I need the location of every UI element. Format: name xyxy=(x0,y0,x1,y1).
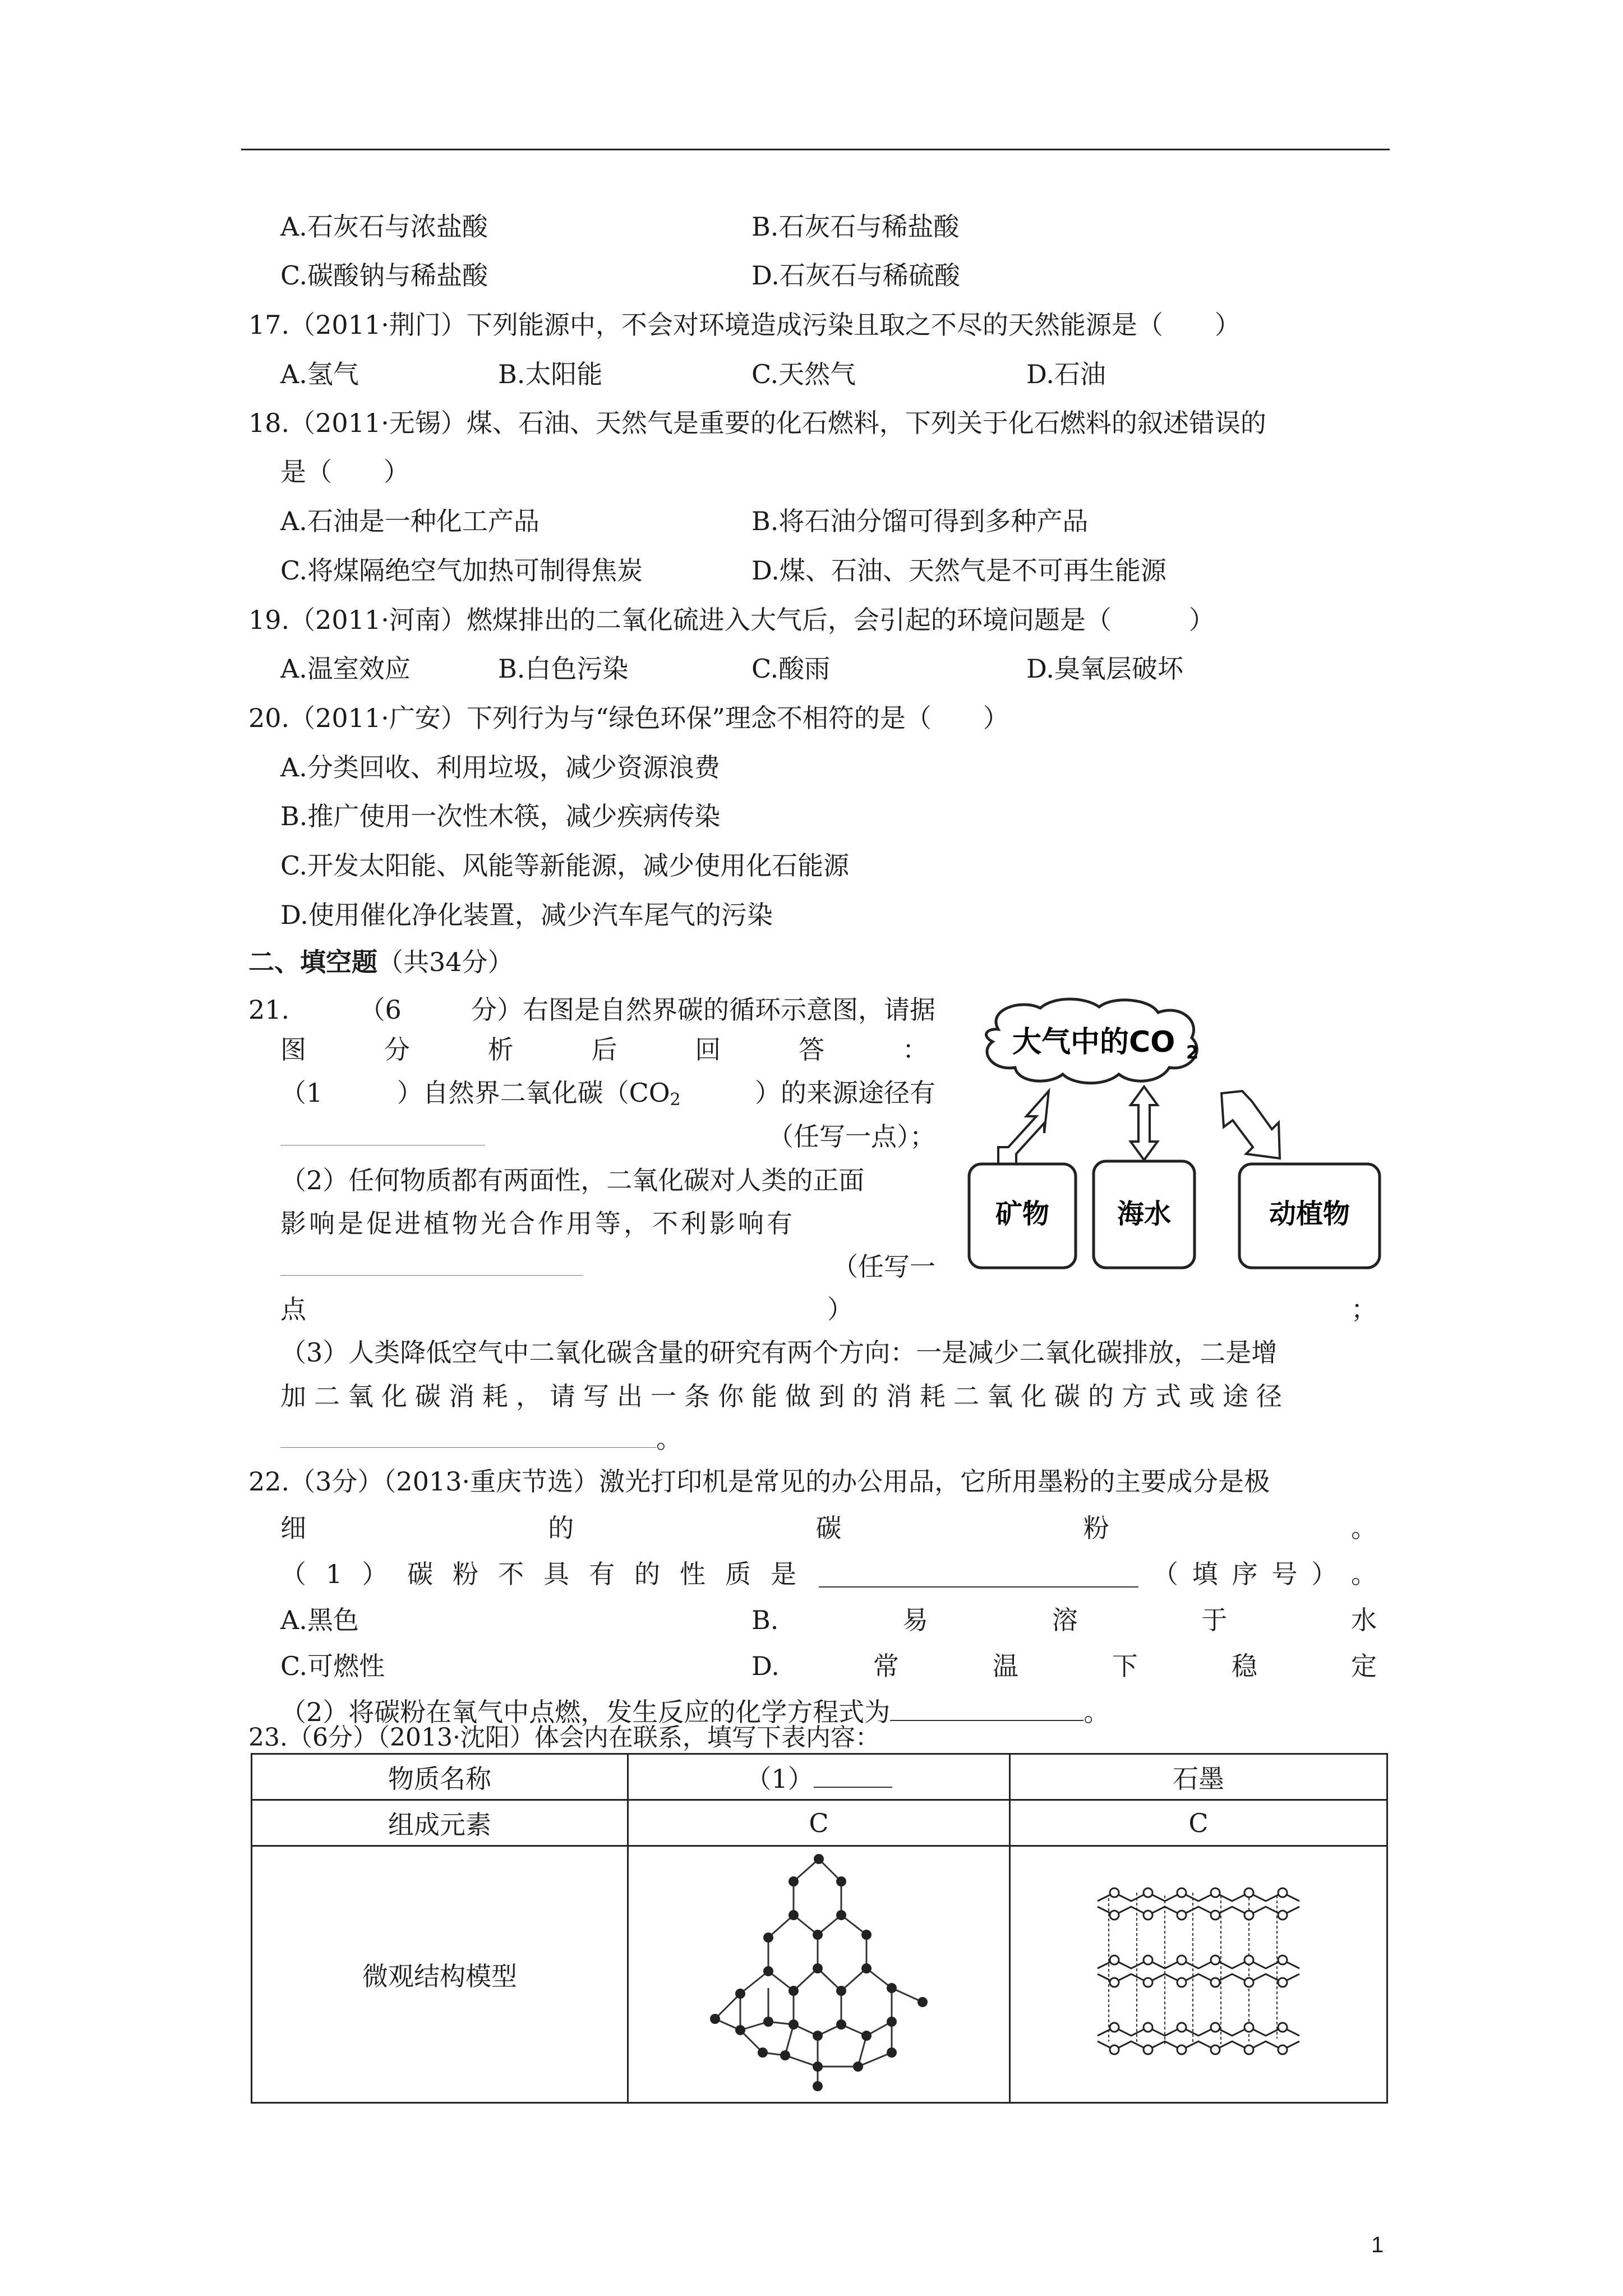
q17-stem: 17.（2011·荆门）下列能源中，不会对环境造成污染且取之不尽的天然能源是（ ） xyxy=(248,310,1241,340)
cloud-label-sub: 2 xyxy=(1186,1042,1199,1063)
q16-option-d: D.石灰石与稀硫酸 xyxy=(751,260,960,291)
q22-blank-2[interactable] xyxy=(890,1695,1083,1721)
q23-table xyxy=(251,1753,1388,2104)
q21-line3: （1 ）自然界二氧化碳（$CO_2$ ）的来源途径有 xyxy=(280,1078,935,1110)
exam-page: A.石灰石与浓盐酸 B.石灰石与稀盐酸 C.碳酸钠与稀盐酸 D.石灰石与稀硫酸 17.（2011·荆门）下列能源中，不会对环境造成污染且取之不尽的天然能源是（ ） A.氢气 B.太阳能 C.天然气 D.石油 18.（2011·无锡）煤、石油、天然气是重要的化石燃料，下列关于化石燃料的叙述错误的 是（ ） A.石油是一种化工产品 B.将石油分馏可得到多种产品 C.将煤隔绝空气加热可制得焦炭 D.煤、石油、天然气是不可再生能源 19.（2011·河南）燃煤排出的二氧化硫进入大气后，会引起的环境问题是（ ） A.温室效应 B.白色污染 C.酸雨 D.臭氧层破坏 20.（2011·广安）下列行为与“绿色环保”理念不相符的是（ ） A.分类回收、利用垃圾，减少资源浪费 B.推广使用一次性木筷，减少疾病传染 C.开发太阳能、风能等新能源，减少使用化石能源 D.使用催化净化装置，减少汽车尾气的污染 二、填空题（共34分） 21. （6 分）右图是自然界碳的循环示意图，请据 图 分 析 后 回 答 ： （1 ）自然界二氧化碳（$CO_2$ ）的来源途径有 （任写一点）； （2）任何物质都有两面性，二氧化碳对人类的正面 影响是促进植物光合作用等，不利影响有 （任写一 点 ） ； （3）人类降低空气中二氧化碳含量的研究有两个方向：一是减少二氧化碳排放，二是增 加二氧化碳消耗，请写出一条你能做到的消耗二氧化碳的方式或途径 。 大气中的CO 2 矿物 海水 动植物 22.（3分）（2013·重庆节选）激光打印机是常见的办公用品，它所用墨粉的主要成分是极 细 的 碳 粉 。 （ 1 ） 碳 粉 不 具 有 的 性 质 是 （ 填 序 号 ） 。 A.黑色 B. 易 溶 于 水 C.可燃性 D. 常 温 下 稳 定 （2）将碳粉在氧气中点燃，发生反应的化学方程式为 。 23.（6分）（2013·沈阳）体会内在联系，填写下表内容： 物质名称 （1） 石墨 组成元素 C C 微观结构模型 1 xyxy=(0,0,1623,2296)
arrow-right-icon xyxy=(1221,1091,1280,1158)
arrow-center-icon xyxy=(1131,1087,1158,1160)
q22-option-b: B. 易 溶 于 水 xyxy=(751,1605,1377,1635)
box-organisms-label: 动植物 xyxy=(1269,1198,1350,1230)
cloud-label: 大气中的CO xyxy=(1012,1025,1175,1059)
q21-line7: （任写一 xyxy=(280,1250,935,1283)
q20-option-a: A.分类回收、利用垃圾，减少资源浪费 xyxy=(280,752,720,783)
q17-option-a: A.氢气 xyxy=(280,359,359,389)
q19-option-c: C.酸雨 xyxy=(751,654,831,684)
q21-line5: （2）任何物质都有两面性，二氧化碳对人类的正面 xyxy=(280,1165,865,1195)
q21-blank-3[interactable] xyxy=(280,1424,656,1448)
q18-option-b: B.将石油分馏可得到多种产品 xyxy=(751,506,1089,536)
graphite-structure-image xyxy=(1092,1879,1305,2064)
diamond-structure-image xyxy=(673,1851,965,2092)
arrow-left-icon xyxy=(998,1091,1049,1164)
q19-option-b: B.白色污染 xyxy=(498,654,629,684)
table-cell-graphite xyxy=(1010,1846,1387,2103)
q23-blank-1[interactable] xyxy=(814,1763,892,1788)
q21-line9: （3）人类降低空气中二氧化碳含量的研究有两个方向：一是减少二氧化碳排放，二是增 xyxy=(280,1337,1278,1368)
section-score: （共34分） xyxy=(377,947,514,977)
carbon-cycle-diagram xyxy=(965,996,1391,1276)
table-cell-element-1: C xyxy=(628,1800,1010,1846)
q20-stem: 20.（2011·广安）下列行为与“绿色环保”理念不相符的是（ ） xyxy=(248,703,1009,733)
q22-option-a: A.黑色 xyxy=(280,1605,359,1635)
q21-line11: 。 xyxy=(280,1422,682,1456)
q21-blank-1[interactable] xyxy=(280,1121,485,1145)
q19-option-a: A.温室效应 xyxy=(280,654,411,684)
table-cell-diamond xyxy=(628,1846,1010,2103)
box-minerals-label: 矿物 xyxy=(995,1198,1050,1230)
q20-option-c: C.开发太阳能、风能等新能源，减少使用化石能源 xyxy=(280,850,850,881)
q18-option-d: D.煤、石油、天然气是不可再生能源 xyxy=(751,555,1166,586)
table-head-model: 微观结构模型 xyxy=(252,1846,628,2103)
table-head-name: 物质名称 xyxy=(252,1754,628,1800)
q17-option-d: D.石油 xyxy=(1026,359,1106,389)
q21-blank-2[interactable] xyxy=(280,1251,583,1276)
q22-option-d: D. 常 温 下 稳 定 xyxy=(751,1651,1377,1681)
q21-line1: 21. （6 分）右图是自然界碳的循环示意图，请据 xyxy=(248,995,935,1025)
q22-line6: （2）将碳粉在氧气中点燃，发生反应的化学方程式为 。 xyxy=(280,1695,1109,1729)
table-cell-element-2: C xyxy=(1010,1800,1387,1846)
q17-option-b: B.太阳能 xyxy=(498,359,603,389)
q21-line10: 加二氧化碳消耗，请写出一条你能做到的消耗二氧化碳的方式或途径 xyxy=(280,1381,1290,1411)
section-title xyxy=(248,945,514,979)
table-head-element: 组成元素 xyxy=(252,1800,628,1846)
q16-option-b: B.石灰石与稀盐酸 xyxy=(751,211,960,242)
q19-option-d: D.臭氧层破坏 xyxy=(1026,654,1183,684)
q19-stem: 19.（2011·河南）燃煤排出的二氧化硫进入大气后，会引起的环境问题是（ ） xyxy=(248,605,1215,635)
box-seawater-label: 海水 xyxy=(1117,1198,1172,1230)
q21-line6: 影响是促进植物光合作用等，不利影响有 xyxy=(280,1208,795,1239)
q17-option-c: C.天然气 xyxy=(751,359,856,389)
q18-option-a: A.石油是一种化工产品 xyxy=(280,506,540,536)
q16-option-c: C.碳酸钠与稀盐酸 xyxy=(280,260,488,291)
page-number: 1 xyxy=(1371,2233,1384,2257)
q21-line2: 图 分 析 后 回 答 ： xyxy=(280,1034,928,1065)
q18-stem-line1: 18.（2011·无锡）煤、石油、天然气是重要的化石燃料，下列关于化石燃料的叙述错误的 xyxy=(248,408,1266,438)
q22-option-c: C.可燃性 xyxy=(280,1651,385,1681)
q22-line2: 细 的 碳 粉 。 xyxy=(280,1513,1377,1543)
q22-line1: 22.（3分）（2013·重庆节选）激光打印机是常见的办公用品，它所用墨粉的主要成分是极 xyxy=(248,1466,1270,1497)
q21-line8: 点 ） ； xyxy=(280,1294,1377,1324)
header-rule xyxy=(241,149,1390,150)
q18-stem-line2: 是（ ） xyxy=(280,457,409,487)
q21-line4: （任写一点）； xyxy=(280,1120,935,1153)
q23-stem: 23.（6分）（2013·沈阳）体会内在联系，填写下表内容： xyxy=(248,1723,880,1752)
q20-option-d: D.使用催化净化装置，减少汽车尾气的污染 xyxy=(280,900,773,930)
q22-blank-1[interactable] xyxy=(819,1562,1138,1588)
table-cell-name-2: 石墨 xyxy=(1010,1754,1387,1800)
q18-option-c: C.将煤隔绝空气加热可制得焦炭 xyxy=(280,555,643,586)
section-title-text: 二、填空题 xyxy=(248,947,377,977)
table-cell-name-1: （1） xyxy=(628,1754,1010,1800)
q20-option-b: B.推广使用一次性木筷，减少疾病传染 xyxy=(280,801,721,831)
q16-option-a: A.石灰石与浓盐酸 xyxy=(280,211,488,242)
